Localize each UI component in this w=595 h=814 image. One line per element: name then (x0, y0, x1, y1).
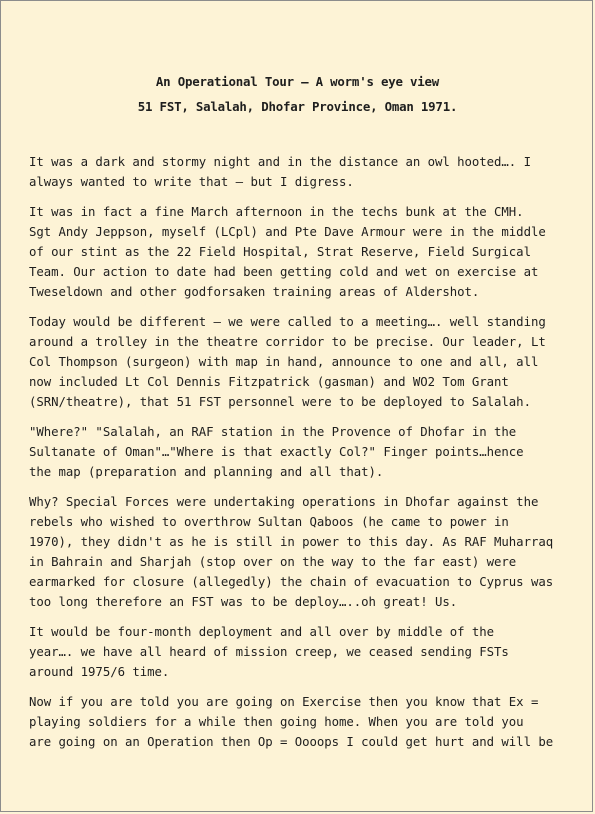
paragraph-why-dhofar: Why? Special Forces were undertaking operations in Dhofar against the rebels who wished to overthrow Sultan Qaboos (he came to power in 1970), they didn't as he is still in power to this day. As RAF Muharraq in Bahrain and Sharjah (stop over on the way to the far east) were earmarked for closure (allegedly) the chain of evacuation to Cyprus was too long therefore an FST was to be deploy…..oh great! Us. (29, 495, 554, 609)
paragraph-four-month-deployment: It would be four-month deployment and all over by middle of the year…. we have all heard of mission creep, we ceased sending FSTs around 1975/6 time. (29, 625, 509, 679)
document-subtitle: 51 FST, Salalah, Dhofar Province, Oman 1971. (137, 99, 458, 114)
paragraph-exercise-vs-operation: Now if you are told you are going on Exercise then you know that Ex = playing soldiers for a while then going home. When you are told you are going on an Operation then Op = Oooops I could get hurt and will be (29, 695, 554, 749)
document-title: An Operational Tour – A worm's eye view (155, 74, 440, 89)
paragraph-techs-bunk: It was in fact a fine March afternoon in the techs bunk at the CMH. Sgt Andy Jeppson, myself (LCpl) and Pte Dave Armour were in the middle of our stint as the 22 Field Hospital, Strat Reserve, Field Surgical Team. Our action to date had been getting cold and wet on exercise at Tweseldown and other godforsaken training areas of Aldershot. (29, 205, 546, 299)
document-header (1, 69, 594, 119)
paragraph-where-salalah: "Where?" "Salalah, an RAF station in the Provence of Dhofar in the Sultanate of Oman"…"Where is that exactly Col?" Finger points…hence the map (preparation and planning and all that). (29, 425, 524, 479)
paragraph-meeting: Today would be different – we were called to a meeting…. well standing around a trolley in the theatre corridor to be precise. Our leader, Lt Col Thompson (surgeon) with map in hand, announce to one and all, all now included Lt Col Dennis Fitzpatrick (gasman) and WO2 Tom Grant (SRN/theatre), that 51 FST personnel were to be deployed to Salalah. (29, 315, 546, 409)
paragraph-owl-hooted: It was a dark and stormy night and in the distance an owl hooted…. I always wanted to write that – but I digress. (29, 155, 531, 189)
document-body (29, 152, 577, 762)
